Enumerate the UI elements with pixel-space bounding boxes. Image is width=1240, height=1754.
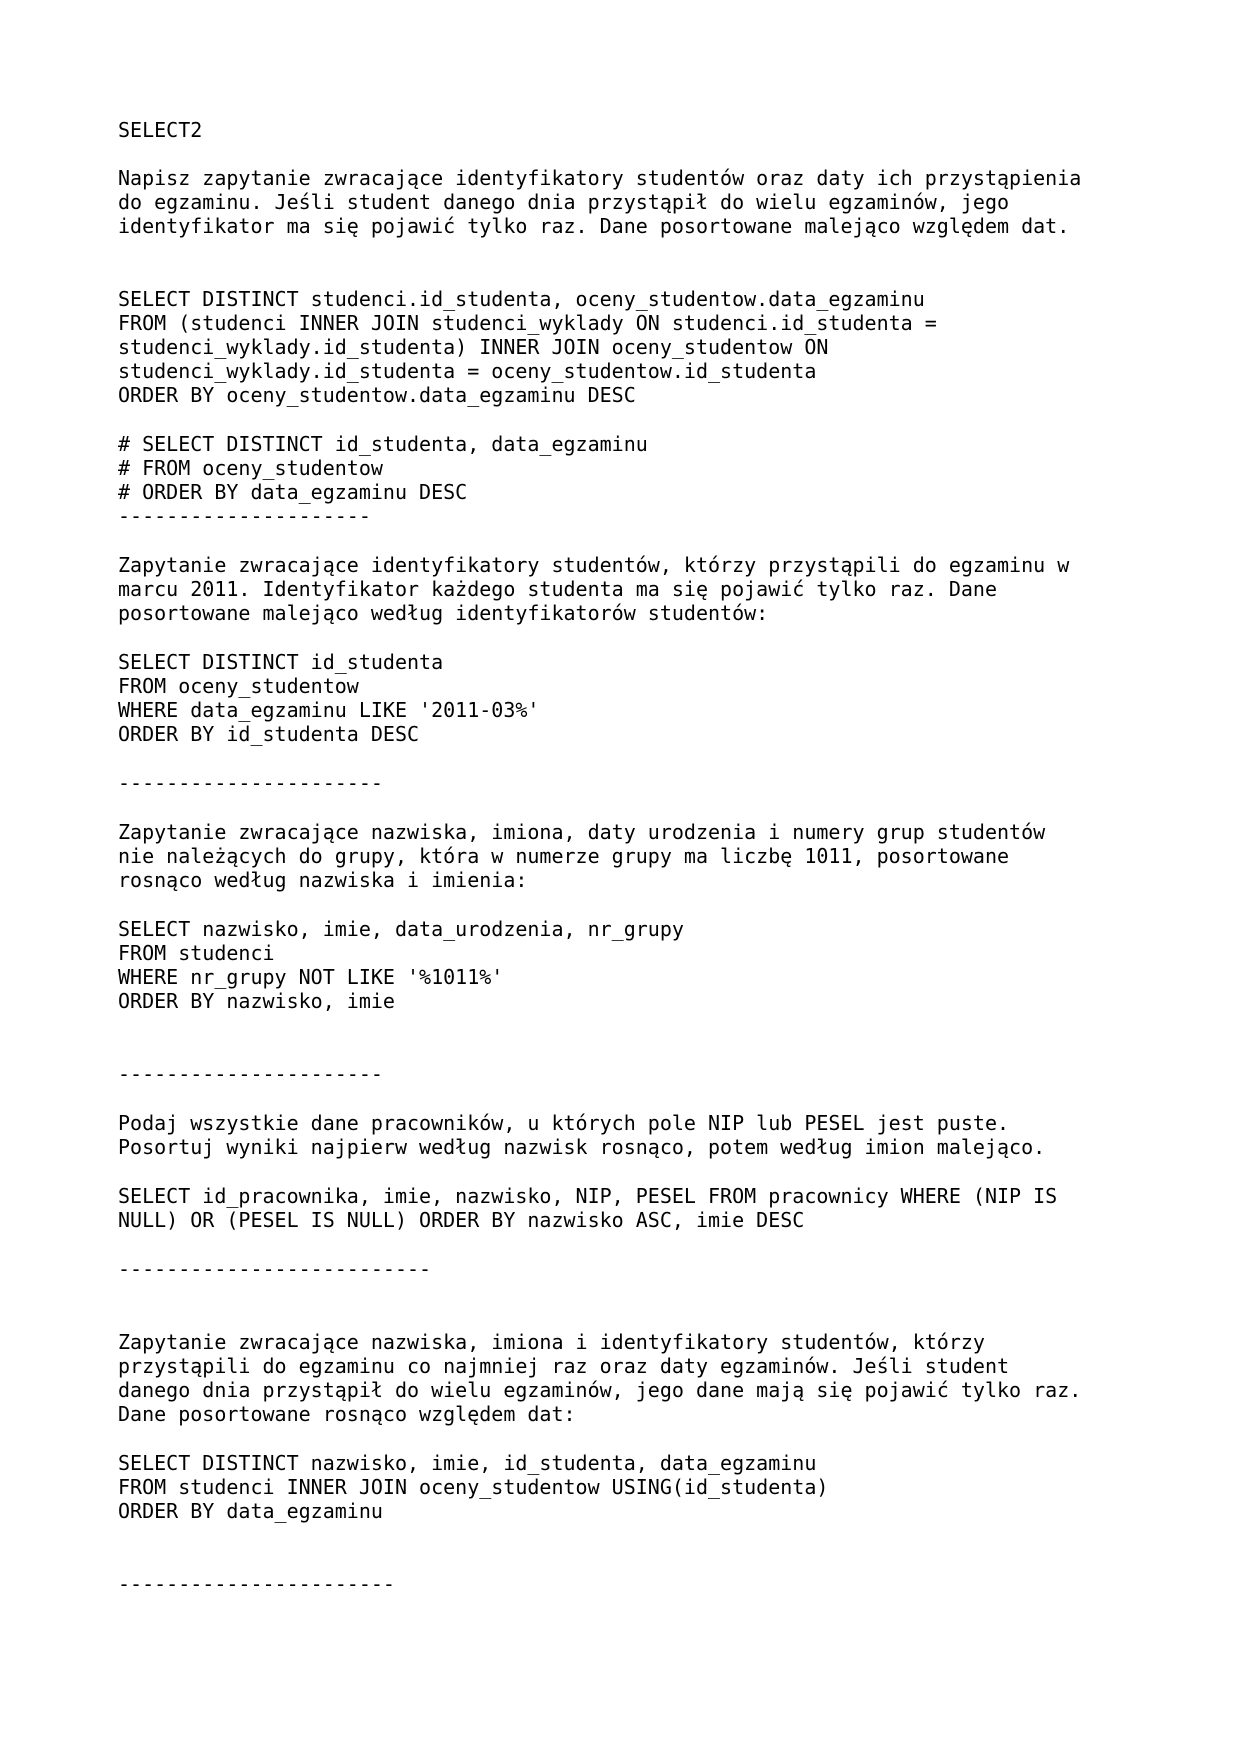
task-2-sql-line: SELECT DISTINCT id_studenta — [118, 650, 444, 674]
separator: -------------------------- — [118, 1257, 432, 1281]
task-1-sql-line: FROM (studenci INNER JOIN studenci_wyklady ON studenci.id_studenta = — [118, 311, 937, 335]
task-2-text-line: Zapytanie zwracające identyfikatory studentów, którzy przystąpili do egzaminu w — [118, 553, 1070, 577]
task-2-text-line: posortowane malejąco według identyfikatorów studentów: — [118, 601, 769, 625]
task-3-sql-line: SELECT nazwisko, imie, data_urodzenia, nr_grupy — [118, 917, 684, 941]
separator: --------------------- — [118, 504, 371, 528]
task-3-sql-line: FROM studenci — [118, 941, 275, 965]
task-4-text-line: Podaj wszystkie dane pracowników, u których pole NIP lub PESEL jest puste. — [118, 1111, 1010, 1135]
task-2-sql-line: ORDER BY id_studenta DESC — [118, 722, 420, 746]
task-5-text-line: Zapytanie zwracające nazwiska, imiona i identyfikatory studentów, którzy — [118, 1330, 985, 1354]
task-5-sql-line: SELECT DISTINCT nazwisko, imie, id_studenta, data_egzaminu — [118, 1451, 817, 1475]
task-2-sql-line: FROM oceny_studentow — [118, 674, 359, 698]
task-2-text-line: marcu 2011. Identyfikator każdego studenta ma się pojawić tylko raz. Dane — [118, 577, 997, 601]
task-1-text-line: identyfikator ma się pojawić tylko raz. Dane posortowane malejąco względem dat. — [118, 214, 1070, 238]
task-1-sql-line: ORDER BY oceny_studentow.data_egzaminu DESC — [118, 383, 636, 407]
task-3-text-line: Zapytanie zwracające nazwiska, imiona, daty urodzenia i numery grup studentów — [118, 820, 1046, 844]
task-3-text-line: nie należących do grupy, która w numerze grupy ma liczbę 1011, posortowane — [118, 844, 1010, 868]
task-4-sql-line: SELECT id_pracownika, imie, nazwisko, NIP, PESEL FROM pracownicy WHERE (NIP IS — [118, 1184, 1058, 1208]
task-1-comment-line: # ORDER BY data_egzaminu DESC — [118, 480, 468, 504]
task-5-sql-line: FROM studenci INNER JOIN oceny_studentow USING(id_studenta) — [118, 1475, 829, 1499]
separator: ----------------------- — [118, 1572, 395, 1596]
task-3-sql-line: ORDER BY nazwisko, imie — [118, 989, 395, 1013]
task-1-sql-line: SELECT DISTINCT studenci.id_studenta, oceny_studentow.data_egzaminu — [118, 287, 925, 311]
task-3-sql-line: WHERE nr_grupy NOT LIKE '%1011%' — [118, 965, 504, 989]
separator: ---------------------- — [118, 771, 383, 795]
task-2-sql-line: WHERE data_egzaminu LIKE '2011-03%' — [118, 698, 540, 722]
task-4-sql-line: NULL) OR (PESEL IS NULL) ORDER BY nazwisko ASC, imie DESC — [118, 1208, 805, 1232]
task-3-text-line: rosnąco według nazwiska i imienia: — [118, 868, 528, 892]
task-5-text-line: danego dnia przystąpił do wielu egzaminów, jego dane mają się pojawić tylko raz. — [118, 1378, 1082, 1402]
task-1-sql-line: studenci_wyklady.id_studenta = oceny_studentow.id_studenta — [118, 359, 817, 383]
task-5-text-line: przystąpili do egzaminu co najmniej raz oraz daty egzaminów. Jeśli student — [118, 1354, 1010, 1378]
document-title: SELECT2 — [118, 118, 203, 142]
task-4-text-line: Posortuj wyniki najpierw według nazwisk rosnąco, potem według imion malejąco. — [118, 1135, 1046, 1159]
task-1-comment-line: # FROM oceny_studentow — [118, 456, 383, 480]
task-1-text-line: do egzaminu. Jeśli student danego dnia przystąpił do wielu egzaminów, jego — [118, 190, 1010, 214]
task-1-comment-line: # SELECT DISTINCT id_studenta, data_egzaminu — [118, 432, 648, 456]
task-1-sql-line: studenci_wyklady.id_studenta) INNER JOIN oceny_studentow ON — [118, 335, 829, 359]
task-1-text-line: Napisz zapytanie zwracające identyfikatory studentów oraz daty ich przystąpienia — [118, 166, 1082, 190]
task-5-sql-line: ORDER BY data_egzaminu — [118, 1499, 383, 1523]
task-5-text-line: Dane posortowane rosnąco względem dat: — [118, 1402, 576, 1426]
separator: ---------------------- — [118, 1062, 383, 1086]
